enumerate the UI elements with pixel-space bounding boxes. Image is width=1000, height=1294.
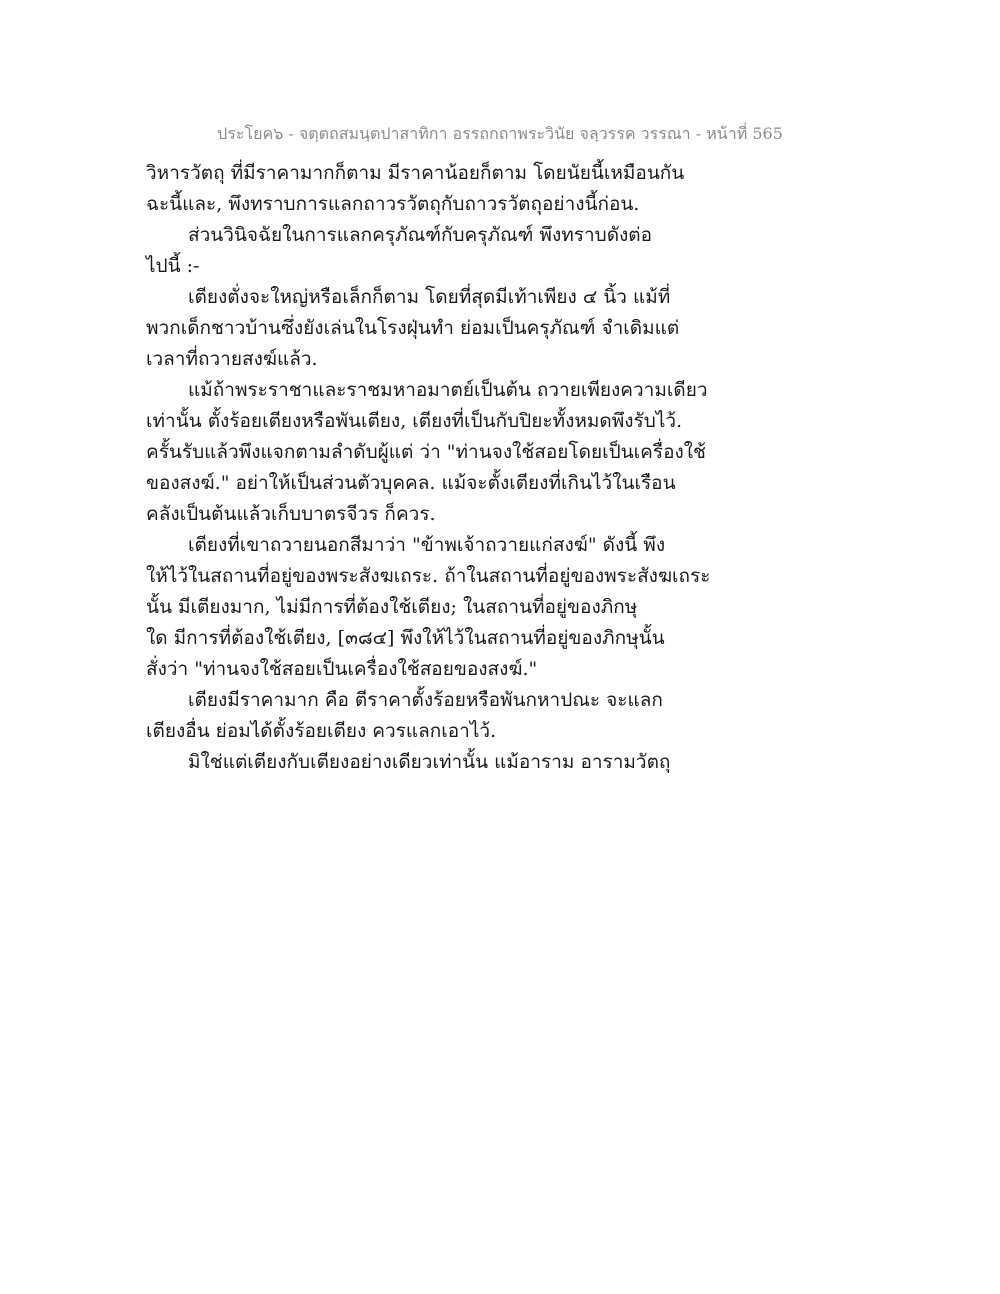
paragraph xyxy=(146,220,746,282)
text-line: เตียงอื่น ย่อมได้ตั้งร้อยเตียง ควรแลกเอาไว้. xyxy=(146,720,497,742)
text-line: ฉะนี้และ, พึงทราบการแลกถาวรวัตถุกับถาวรวัตถุอย่างนี้ก่อน. xyxy=(146,193,640,215)
text-line: พวกเด็กชาวบ้านซึ่งยังเล่นในโรงฝุ่นทำ ย่อมเป็นครุภัณฑ์ จำเดิมแต่ xyxy=(146,317,680,339)
paragraph xyxy=(146,158,746,220)
text-line: แม้ถ้าพระราชาและราชมหาอมาตย์เป็นต้น ถวายเพียงความเดียว xyxy=(188,379,708,401)
text-line: เตียงตั่งจะใหญ่หรือเล็กก็ตาม โดยที่สุดมีเท้าเพียง ๔ นิ้ว แม้ที่ xyxy=(188,286,671,308)
paragraph xyxy=(146,375,746,530)
paragraph xyxy=(146,685,746,747)
text-line: ไปนี้ :- xyxy=(146,255,200,277)
paragraph xyxy=(146,282,746,375)
text-line: ให้ไว้ในสถานที่อยู่ของพระสังฆเถระ. ถ้าในสถานที่อยู่ของพระสังฆเถระ xyxy=(146,565,711,587)
text-line: เท่านั้น ตั้งร้อยเตียงหรือพันเตียง, เตียงที่เป็นกับปิยะทั้งหมดพึงรับไว้. xyxy=(146,410,683,432)
text-line: มิใช่แต่เตียงกับเตียงอย่างเดียวเท่านั้น แม้อาราม อารามวัตถุ xyxy=(188,751,671,773)
text-line: วิหารวัตถุ ที่มีราคามากก็ตาม มีราคาน้อยก็ตาม โดยนัยนี้เหมือนกัน xyxy=(146,162,685,184)
text-line: เตียงมีราคามาก คือ ตีราคาตั้งร้อยหรือพันกหาปณะ จะแลก xyxy=(188,689,663,711)
text-line: คลังเป็นต้นแล้วเก็บบาตรจีวร ก็ควร. xyxy=(146,503,436,525)
text-line: สั่งว่า "ท่านจงใช้สอยเป็นเครื่องใช้สอยของสงฆ์." xyxy=(146,658,538,680)
text-line: ใด มีการที่ต้องใช้เตียง, [๓๘๔] พึงให้ไว้ในสถานที่อยู่ของภิกษุนั้น xyxy=(146,627,665,649)
running-header: ประโยค๖ - จตฺตถสมนฺตปาสาทิกา อรรถกถาพระวินัย จลฺวรรค วรรณา - หน้าที่ 565 xyxy=(217,124,783,143)
text-line: ส่วนวินิจฉัยในการแลกครุภัณฑ์กับครุภัณฑ์ พึงทราบดังต่อ xyxy=(188,224,653,246)
text-line: นั้น มีเตียงมาก, ไม่มีการที่ต้องใช้เตียง; ในสถานที่อยู่ของภิกษุ xyxy=(146,596,638,618)
text-line: ครั้นรับแล้วพึงแจกตามลำดับผู้แต่ ว่า "ท่านจงใช้สอยโดยเป็นเครื่องใช้ xyxy=(146,441,706,463)
text-line: เตียงที่เขาถวายนอกสีมาว่า "ข้าพเจ้าถวายแก่สงฆ์" ดังนี้ พึง xyxy=(188,534,666,556)
text-line: เวลาที่ถวายสงฆ์แล้ว. xyxy=(146,348,318,370)
paragraph xyxy=(146,530,746,685)
body-text xyxy=(146,158,746,778)
paragraph xyxy=(146,747,746,778)
text-line: ของสงฆ์." อย่าให้เป็นส่วนตัวบุคคล. แม้จะตั้งเตียงที่เกินไว้ในเรือน xyxy=(146,472,676,494)
